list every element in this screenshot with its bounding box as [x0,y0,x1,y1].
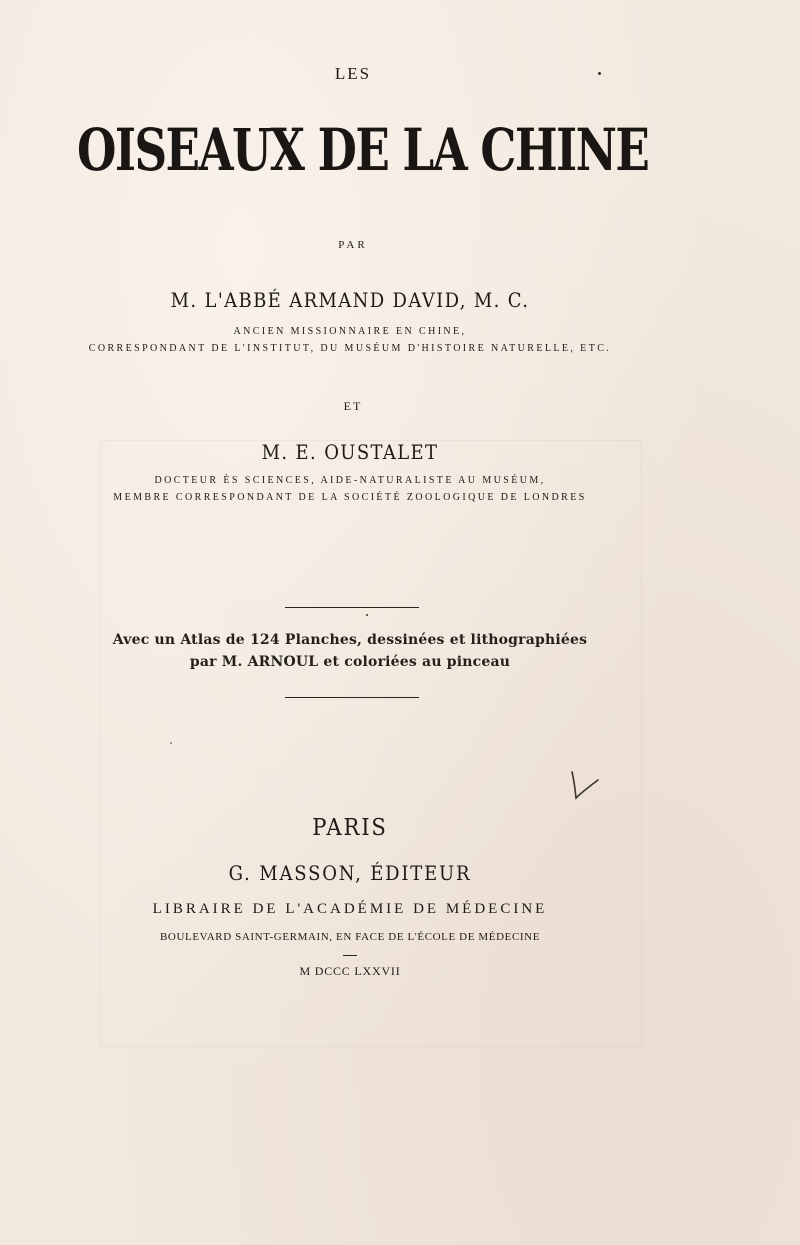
paper-speck [366,614,368,616]
bleed-through-shadow [100,440,642,1047]
par-label: PAR [338,239,368,251]
atlas-description-line-2: par M. ARNOUL et coloriées au pinceau [189,654,511,670]
main-title: OISEAUX DE LA CHINE [77,116,649,184]
author-david-credential-1: ANCIEN MISSIONNAIRE EN CHINE, [233,326,467,337]
pencil-check-mark [566,766,606,806]
divider-rule-bottom [285,697,419,698]
imprint-librarie: LIBRAIRE DE L'ACADÉMIE DE MÉDECINE [152,901,548,917]
imprint-address: BOULEVARD SAINT-GERMAIN, EN FACE DE L'ÉCOLE DE MÉDECINE [159,931,541,943]
author-oustalet-name: M. E. OUSTALET [261,440,439,464]
imprint-city: PARIS [312,815,388,841]
paper-speck [598,72,601,75]
les-heading: LES [334,64,372,83]
divider-rule-top [285,607,419,608]
author-oustalet-credential-2: MEMBRE CORRESPONDANT DE LA SOCIÉTÉ ZOOLOGIQUE DE LONDRES [113,492,587,503]
author-david-credential-2: CORRESPONDANT DE L'INSTITUT, DU MUSÉUM D'HISTOIRE NATURELLE, ETC. [88,343,612,354]
imprint-publisher: G. MASSON, ÉDITEUR [228,861,472,885]
author-david-name: M. L'ABBÉ ARMAND DAVID, M. C. [170,288,530,312]
imprint-date: M DCCC LXXVII [299,964,401,978]
atlas-description-line-1: Avec un Atlas de 124 Planches, dessinées et lithographiées [112,632,588,648]
imprint-short-rule [343,955,357,956]
author-oustalet-credential-1: DOCTEUR ÈS SCIENCES, AIDE-NATURALISTE AU MUSÉUM, [154,475,546,486]
paper-speck [170,742,172,744]
et-label: ET [343,399,363,413]
